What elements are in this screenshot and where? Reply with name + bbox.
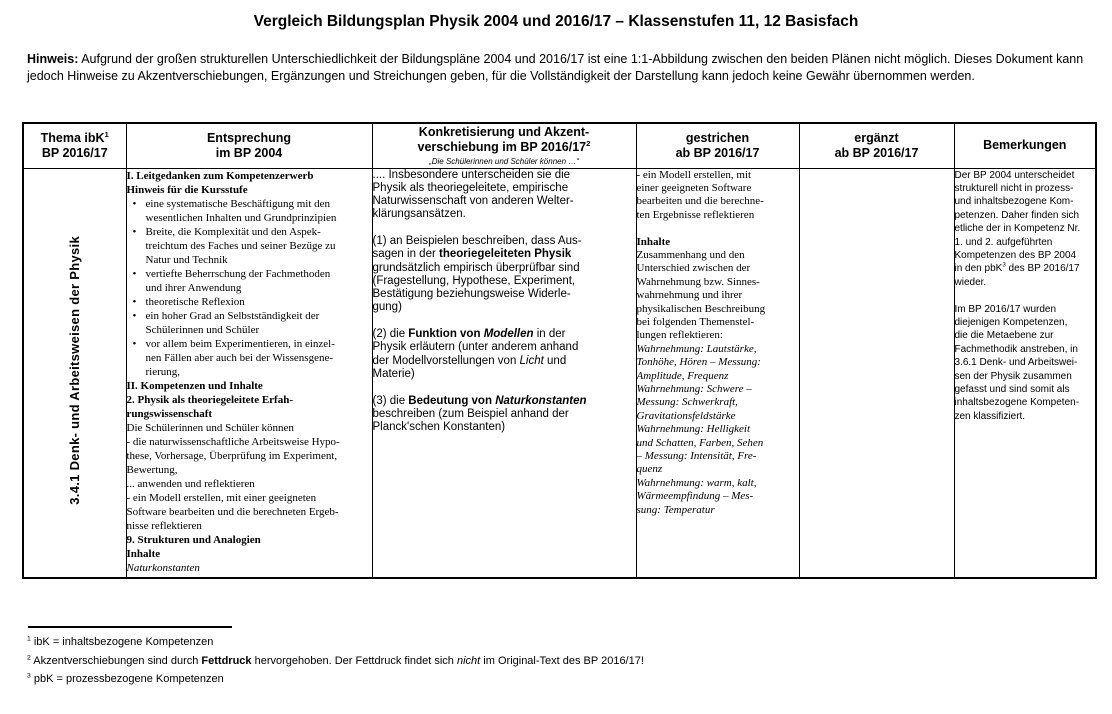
note-label: Hinweis: — [27, 52, 79, 66]
footnote-2-marker: 2 — [27, 653, 31, 661]
col-header-konkretisierung — [372, 123, 636, 168]
col-header-bemerkungen: Bemerkungen — [954, 123, 1096, 168]
intro-note — [27, 51, 1089, 85]
footnote-3-text: pbK = prozessbezogene Kompetenzen — [33, 673, 224, 686]
footnote-3-marker: 3 — [27, 672, 31, 680]
comparison-table — [22, 122, 1097, 579]
cell-thema — [23, 168, 126, 578]
footnote-2 — [27, 652, 644, 671]
footnote-1 — [27, 633, 644, 652]
cell-entsprechung-bp2004: I. Leitgedanken zum Kompetenzerwerb Hinweis für die Kursstufe • eine systematische Beschäftigung mit den wesentlichen Inhalten und Grundprinzipien • Breite, die Komplexität und den Aspek- treichtum des Faches und seiner Bezüge zu Natur und Technik • vertiefte Beherrschung der Fachmethoden und ihrer Anwendung • theoretische Reflexion • ein hoher Grad an Selbstständigkeit der Schülerinnen und Schüler • vor allem beim Experimentieren, in einzel- nen Fällen aber auch bei der Wissensgene- rierung, II. Kompetenzen und Inhalte 2. Physik als theoriegeleitete Erfah- rungswissenschaft Die Schülerinnen und Schüler können - die naturwissenschaftliche Arbeitsweise Hypo- these, Vorhersage, Überprüfung im Experiment, Bewertung, ... anwenden und reflektieren - ein Modell erstellen, mit einer geeigneten Software bearbeiten und die berechneten Ergeb- nisse reflektieren 9. Strukturen und Analogien Inhalte Naturkonstanten — [126, 168, 372, 578]
footnote-3 — [27, 670, 644, 689]
note-text: Aufgrund der großen strukturellen Unterschiedlichkeit der Bildungspläne 2004 und 2016/17 ist eine 1:1-Abbildung zwischen den beiden Plänen nicht möglich. Dieses Dokument kann jedoch Hinweise zu Akzentverschiebungen, Ergänzungen und Streichungen geben, für die Vollständigkeit der Darstellung kann jedoch keine Gewähr übernommen werden. — [27, 52, 1084, 84]
page-title: Vergleich Bildungsplan Physik 2004 und 2016/17 – Klassenstufen 11, 12 Basisfach — [253, 13, 859, 30]
col-header-thema-ibk: Thema ibK$^1$ BP 2016/17 — [23, 123, 126, 168]
col-header-konkretisierung-label: Konkretisierung und Akzent- verschiebung im BP $2016/17^2$ — [417, 125, 591, 155]
footnote-rule — [28, 626, 232, 628]
table-row — [23, 168, 1096, 578]
cell-konkretisierung: .... Insbesondere unterscheiden sie die Physik als theoriegeleitete, empirische Naturwissenschaft von anderen Welter- klärungsansätzen. (1) an Beispielen beschreiben, dass Aus- sagen in der theoriegeleiteten Physik grundsätzlich empirisch überprüfbar sind (Fragestellung, Hypothese, Experiment, Bestätigung beziehungsweise Widerle- gung) (2) die Funktion von Modellen in der Physik erläutern (unter anderem anhand der Modellvorstellungen von Licht und Materie) (3) die Bedeutung von Naturkonstanten beschreiben (zum Beispiel anhand der Planck'schen Konstanten) — [372, 168, 636, 578]
footnote-1-marker: 1 — [27, 635, 31, 643]
row-theme-rotated-label: 3.4.1 Denk- und Arbeitsweisen der Physik — [67, 235, 83, 505]
col-header-gestrichen: gestrichen ab BP 2016/17 — [636, 123, 799, 168]
cell-gestrichen: - ein Modell erstellen, mit einer geeigneten Software bearbeiten und die berechne- ten Ergebnisse reflektieren Inhalte Zusammenhang und den Unterschied zwischen der Wahrnehmung bzw. Sinnes- wahrnehmung und ihrer physikalischen Beschreibung bei folgenden Themenstel- lungen reflektieren: Wahrnehmung: Lautstärke, Tonhöhe, Hören – Messung: Amplitude, Frequenz Wahrnehmung: Schwere – Messung: Schwerkraft, Gravitationsfeldstärke Wahrnehmung: Helligkeit und Schatten, Farben, Sehen – Messung: Intensität, Fre- quenz Wahrnehmung: warm, kalt, Wärmeempfindung – Mes- sung: Temperatur — [636, 168, 799, 578]
cell-bemerkungen: Der BP 2004 unterscheidet strukturell nicht in prozess- und inhaltsbezogene Kom- petenzen. Daher finden sich etliche der in Kompetenz Nr. 1. und 2. aufgeführten Kompetenzen des BP 2004 in den pbK$^3$ des BP 2016/17 wieder. Im BP 2016/17 wurden diejenigen Kompetenzen, die die Metaebene zur Fachmethodik anstreben, in 3.6.1 Denk- und Arbeitswei- sen der Physik zusammen gefasst und sind somit als inhaltsbezogene Kompeten- zen klassifiziert. — [954, 168, 1096, 578]
cell-ergaenzt — [799, 168, 954, 578]
footnote-1-text: ibK = inhaltsbezogene Kompetenzen — [33, 636, 214, 648]
header-row — [23, 123, 1096, 168]
col-header-konkretisierung-subtitle: „Die Schülerinnen und Schüler können …“ — [429, 157, 579, 167]
col-header-ergaenzt: ergänzt ab BP 2016/17 — [799, 123, 954, 168]
footnotes — [27, 633, 644, 689]
footnote-2-text: Akzentverschiebungen sind durch Fettdruck hervorgehoben. Der Fettdruck findet sich nicht im Original-Text des BP 2016/17! — [33, 654, 644, 667]
col-header-entsprechung-bp2004: Entsprechung im BP 2004 — [126, 123, 372, 168]
